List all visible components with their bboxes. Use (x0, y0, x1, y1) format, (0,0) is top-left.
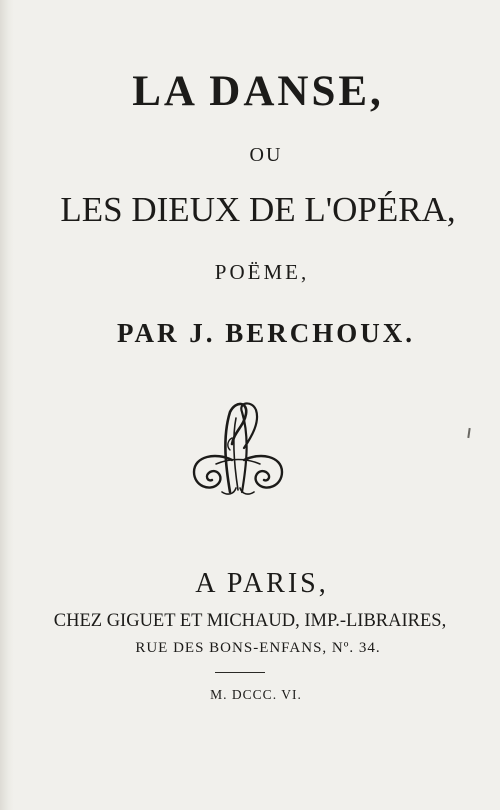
monogram-icon (186, 398, 290, 502)
imprint-publisher: CHEZ GIGUET ET MICHAUD, IMP.-LIBRAIRES, (53, 611, 447, 631)
book-genre: POËME, (214, 260, 310, 284)
divider-rule (215, 672, 265, 673)
book-title: LA DANSE, (132, 68, 384, 115)
paper-blemish (467, 428, 470, 438)
imprint-address: RUE DES BONS-ENFANS, Nº. 34. (135, 640, 381, 656)
title-conjunction: OU (249, 144, 283, 166)
book-subtitle: LES DIEUX DE L'OPÉRA, (60, 190, 456, 229)
publication-date: M. DCCC. VI. (210, 687, 302, 702)
imprint-city: A PARIS, (195, 568, 329, 599)
book-author: PAR J. BERCHOUX. (116, 318, 415, 348)
